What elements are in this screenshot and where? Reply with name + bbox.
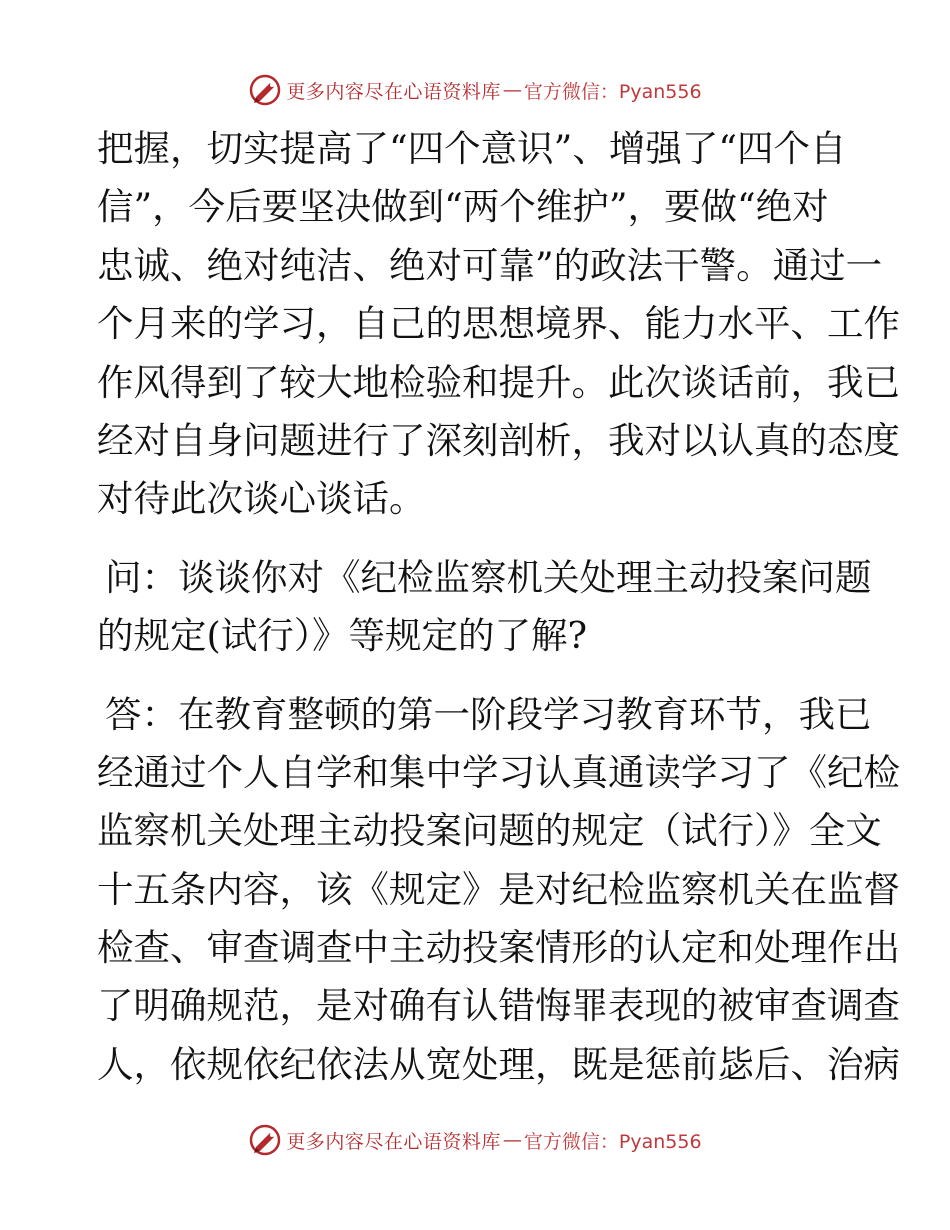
header-watermark [0,70,950,110]
text-line: 问：谈谈你对《纪检监察机关处理主动投案问题 [105,555,872,599]
pen-logo-icon [248,73,282,107]
text-line: 了明确规范，是对确有认错悔罪表现的被审查调查 [97,984,900,1028]
question-paragraph [97,549,872,666]
footer-watermark [0,1120,950,1160]
text-line: 个月来的学习，自己的思想境界、能力水平、工作 [97,302,900,346]
text-line: 经对自身问题进行了深刻剖析，我对以认真的态度 [97,418,900,462]
text-line: 作风得到了较大地检验和提升。此次谈话前，我已 [97,360,900,404]
answer-paragraph [97,686,900,1095]
text-line: 信”，今后要坚决做到“两个维护”，要做“绝对 [97,185,829,229]
watermark-wechat: 官方微信：Pyan556 [523,80,702,103]
text-line: 人，依规依纪依法从宽处理，既是惩前毖后、治病 [97,1042,900,1086]
text-line: 经通过个人自学和集中学习认真通读学习了《纪检 [97,750,900,794]
text-line: 检查、审查调查中主动投案情形的认定和处理作出 [97,926,900,970]
text-line: 的规定(试行）》等规定的了解? [97,614,588,658]
pen-logo-icon [248,1123,282,1157]
watermark-text: 更多内容尽在心语资料库 [286,80,501,103]
document-body [97,120,900,1094]
watermark-text: 更多内容尽在心语资料库 [286,1130,501,1153]
text-line: 答：在教育整顿的第一阶段学习教育环节，我已 [105,692,872,736]
text-line: 对待此次谈心谈话。 [97,477,426,521]
watermark-dash: — [502,79,522,101]
paragraph-1 [97,120,900,529]
text-line: 把握，切实提高了“四个意识”、增强了“四个自 [97,127,847,170]
watermark-dash: — [502,1129,522,1151]
text-line: 监察机关处理主动投案问题的规定（试行）》全文 [97,809,882,853]
text-line: 十五条内容，该《规定》是对纪检监察机关在监督 [97,867,900,911]
text-line: 忠诚、绝对纯洁、绝对可靠”的政法干警。通过一 [97,243,883,287]
watermark-wechat: 官方微信：Pyan556 [523,1130,702,1153]
